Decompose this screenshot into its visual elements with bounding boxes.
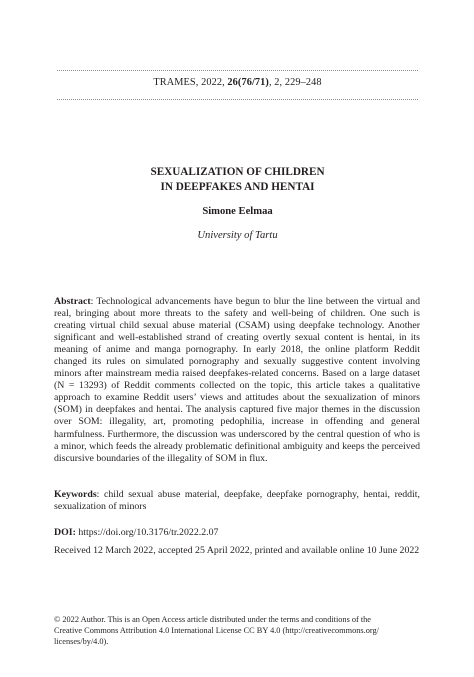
abstract [54, 296, 420, 465]
license-line-3: licenses/by/4.0). [54, 637, 109, 647]
author-name: Simone Eelmaa [202, 206, 273, 217]
paper-title [57, 165, 418, 194]
journal-header [57, 77, 418, 88]
license-line-1: © 2022 Author. This is an Open Access article distributed under the terms and conditions of the [54, 615, 371, 624]
title-line-1: SEXUALIZATION OF CHILDREN [150, 166, 325, 178]
doi-link[interactable]: https://doi.org/10.3176/tr.2022.2.07 [75, 527, 219, 538]
received-dates: Received 12 March 2022, accepted 25 April 2022, printed and available online 10 June 2022 [54, 545, 420, 556]
journal-volume: 26(76/71) [227, 77, 269, 88]
license-line-2: Creative Commons Attribution 4.0 International License CC BY 4.0 (http://creativecommons.org/ [54, 626, 379, 636]
doi [54, 527, 420, 539]
doi-label: DOI: [54, 527, 76, 538]
abstract-label: Abstract [54, 296, 91, 307]
journal-issue-pages: , 2, 229–248 [268, 77, 322, 88]
header-rule-top [57, 70, 418, 71]
keywords-text: : child sexual abuse material, deepfake, deepfake pornography, hentai, reddit, sexualization of minors [54, 489, 420, 513]
author-affiliation: University of Tartu [197, 230, 278, 241]
header-rule-bottom [57, 99, 418, 100]
license-notice [54, 614, 420, 648]
keywords [54, 489, 420, 513]
keywords-label: Keywords [54, 489, 97, 500]
title-line-2: IN DEEPFAKES AND HENTAI [160, 180, 315, 193]
abstract-text: : Technological advancements have begun to blur the line between the virtual and real, bringing about more threats to the safety and well-being of children. One such is creating virtual child sexual abuse material (CSAM) using deepfake technology. Another significant and well-established strand of creating overtly sexual content is hentai, in its meaning of anime and manga pornography. In early 2018, the online platform Reddit changed its rules on simulated pornography and sexually suggestive content involving minors after mainstream media raised deepfakes-related concerns. Based on a large dataset (N = 13293) of Reddit comments collected on the topic, this article takes a qualitative approach to examine Reddit users’ views and attitudes about the sexualization of minors (SOM) in deepfakes and hentai. The analysis captured five major themes in the discussion over SOM: illegality, art, promoting pedophilia, increase in offending and general harmfulness. Furthermore, the discussion was underscored by the central question of who is a minor, which feeds the already problematic definitional ambiguity and keeps the perceived discursive boundaries of the illegality of SOM in flux. [54, 296, 420, 464]
journal-prefix: TRAMES, 2022, [153, 77, 228, 88]
